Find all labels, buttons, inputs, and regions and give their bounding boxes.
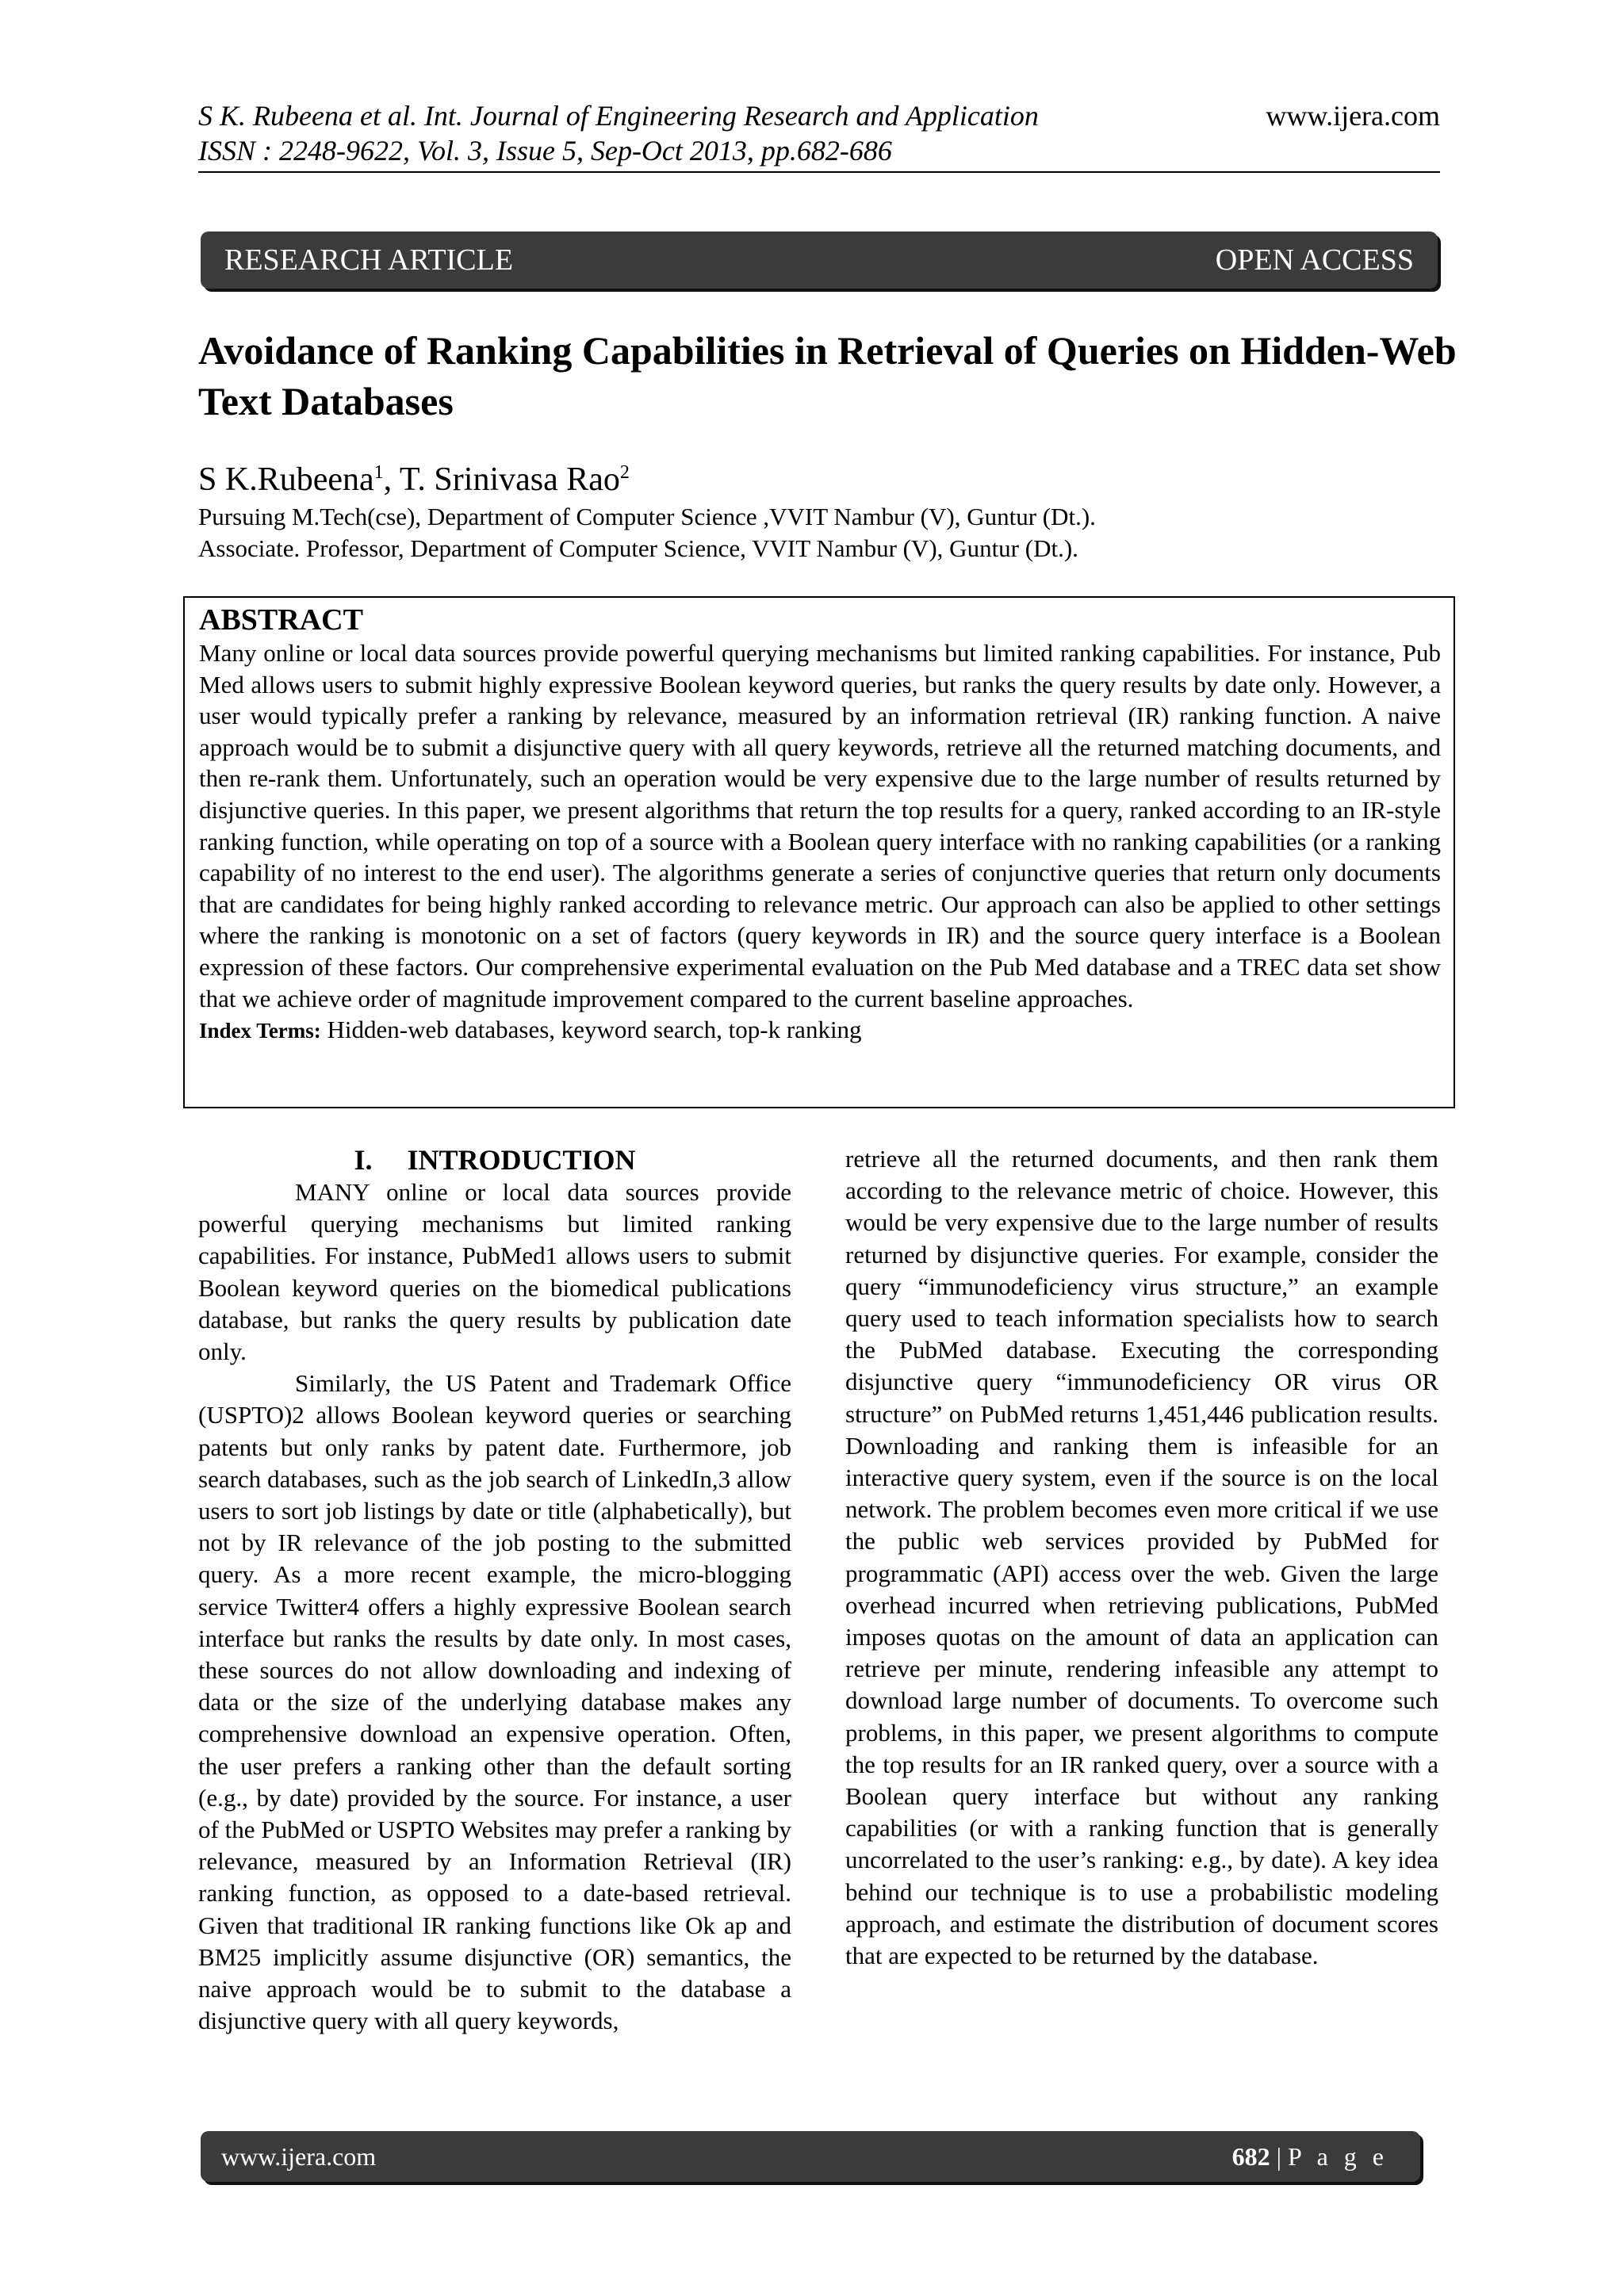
affiliation-line: Associate. Professor, Department of Computer Science, VVIT Nambur (V), Guntur (Dt.). bbox=[198, 534, 1078, 562]
author-separator: , bbox=[383, 461, 400, 498]
header-divider bbox=[198, 171, 1440, 173]
index-terms-label: Index Terms: bbox=[199, 1019, 321, 1043]
body-paragraph: MANY online or local data sources provide powerful querying mechanisms but limited ranking capabilities. For instance, PubMed1 allows users to submit Boolean keyword queries on the biomedical publications database, but ranks the query results by publication date only. bbox=[198, 1178, 791, 1366]
index-terms-list: Hidden-web databases, keyword search, top-k ranking bbox=[320, 1016, 862, 1044]
section-title: INTRODUCTION bbox=[407, 1144, 636, 1176]
author-affiliation-mark: 2 bbox=[619, 462, 630, 483]
right-text-column bbox=[845, 1143, 1438, 1972]
page-footer bbox=[201, 2131, 1420, 2182]
author-name: T. Srinivasa Rao bbox=[399, 461, 620, 498]
page-label: P a g e bbox=[1287, 2141, 1388, 2171]
author-name: S K.Rubeena bbox=[198, 461, 374, 498]
affiliation-line: Pursuing M.Tech(cse), Department of Computer Science ,VVIT Nambur (V), Guntur (Dt.). bbox=[198, 503, 1096, 530]
issn-citation: ISSN : 2248-9622, Vol. 3, Issue 5, Sep-Oct 2013, pp.682-686 bbox=[198, 135, 892, 166]
body-paragraph: retrieve all the returned documents, and then rank them according to the relevance metric of choice. However, this would be very expensive due to the large number of results returned by disjunctive queries. For example, consider the query “immunodeficiency virus structure,” an example query used to teach information specialists how to search the PubMed database. Executing the corresponding disjunctive query “immunodeficiency OR virus OR structure” on PubMed returns 1,451,446 publication results. Downloading and ranking them is infeasible for an interactive query system, even if the source is on the local network. The problem becomes even more critical if we use the public web services provided by PubMed for programmatic (API) access over the web. Given the large overhead incurred when retrieving publications, PubMed imposes quotas on the amount of data an application can retrieve per minute, rendering infeasible any attempt to download large number of documents. To overcome such problems, in this paper, we present algorithms to compute the top results for an IR ranked query, over a source with a Boolean query interface but without any ranking capabilities (or with a ranking function that is generally uncorrelated to the user’s ranking: e.g., by date). A key idea behind our technique is to use a probabilistic modeling approach, and estimate the distribution of document scores that are expected to be returned by the database. bbox=[845, 1145, 1438, 1970]
author-affiliation-mark: 1 bbox=[373, 462, 384, 483]
body-paragraph: Similarly, the US Patent and Trademark Office (USPTO)2 allows Boolean keyword queries or searching patents but only ranks by patent date. Furthermore, job search databases, such as the job search of LinkedIn,3 allow users to sort job listings by date or title (alphabetically), but not by IR relevance of the job posting to the submitted query. As a more recent example, the micro-blogging service Twitter4 offers a highly expressive Boolean search interface but ranks the results by date only. In most cases, these sources do not allow downloading and indexing of data or the size of the underlying database makes any comprehensive download an expensive operation. Often, the user prefers a ranking other than the default sorting (e.g., by date) provided by the source. For instance, a user of the PubMed or USPTO Websites may prefer a ranking by relevance, measured by an Information Retrieval (IR) ranking function, as opposed to a date-based retrieval. Given that traditional IR ranking functions like Ok ap and BM25 implicitly assume disjunctive (OR) semantics, the naive approach would be to submit to the database a disjunctive query with all query keywords, bbox=[198, 1369, 791, 2035]
journal-website[interactable]: www.ijera.com bbox=[1266, 100, 1440, 132]
page-indicator bbox=[1232, 2142, 1388, 2172]
journal-citation: S K. Rubeena et al. Int. Journal of Engineering Research and Application bbox=[198, 100, 1039, 132]
abstract-box bbox=[183, 596, 1455, 1108]
left-text-column bbox=[198, 1143, 791, 2037]
abstract-heading: ABSTRACT bbox=[199, 603, 363, 637]
page-separator: | bbox=[1270, 2141, 1288, 2171]
open-access-label: OPEN ACCESS bbox=[1215, 243, 1414, 277]
footer-website[interactable]: www.ijera.com bbox=[221, 2141, 377, 2171]
paper-title: Avoidance of Ranking Capabilities in Retrieval of Queries on Hidden-Web Text Databases bbox=[198, 328, 1457, 423]
author-list bbox=[198, 452, 630, 500]
section-number: I. bbox=[354, 1144, 373, 1176]
section-heading bbox=[198, 1143, 791, 1177]
abstract-text: Many online or local data sources provide powerful querying mechanisms but limited ranking capabilities. For instance, Pub Med allows users to submit highly expressive Boolean keyword queries, but ranks the query results by date only. However, a user would typically prefer a ranking by relevance, measured by an information retrieval (IR) ranking function. A naive approach would be to submit a disjunctive query with all query keywords, retrieve all the returned matching documents, and then re-rank them. Unfortunately, such an operation would be very expensive due to the large number of results returned by disjunctive queries. In this paper, we present algorithms that return the top results for a query, ranked according to an IR-style ranking function, while operating on top of a source with a Boolean query interface with no ranking capabilities (or a ranking capability of no interest to the end user). The algorithms generate a series of conjunctive queries that return only documents that are candidates for being highly ranked according to relevance metric. Our approach can also be applied to other settings where the ranking is monotonic on a set of factors (query keywords in IR) and the source query interface is a Boolean expression of these factors. Our comprehensive experimental evaluation on the Pub Med database and a TREC data set show that we achieve order of magnitude improvement compared to the current baseline approaches. bbox=[199, 639, 1441, 1012]
index-terms bbox=[199, 1014, 1441, 1047]
research-article-label: RESEARCH ARTICLE bbox=[224, 243, 514, 277]
page-number: 682 bbox=[1231, 2141, 1270, 2171]
article-type-banner bbox=[201, 232, 1438, 289]
